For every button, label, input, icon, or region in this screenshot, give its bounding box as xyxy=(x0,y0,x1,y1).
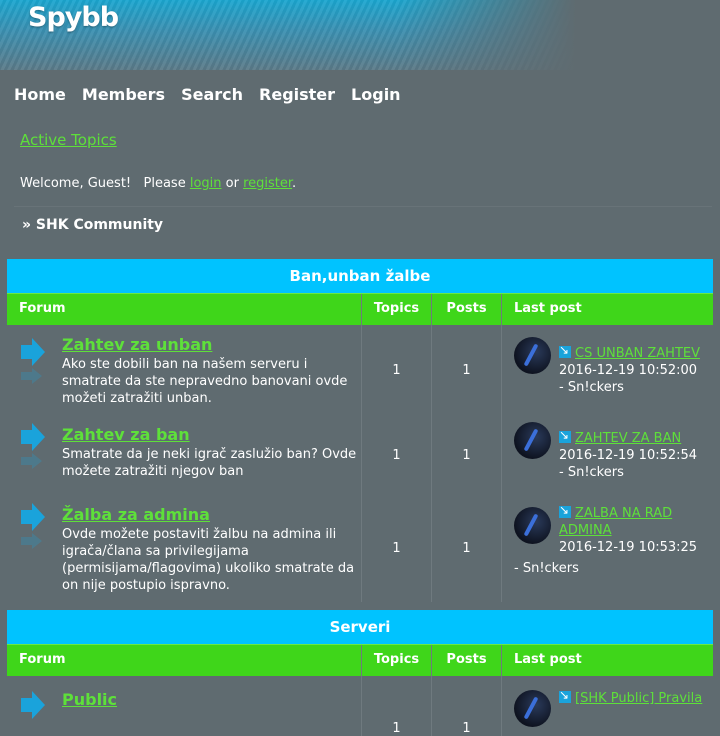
nav-search[interactable]: Search xyxy=(181,85,244,104)
forum-description: Ovde možete postaviti žalbu na admina ili igrača/člana sa privilegijama (permisijama/flagovima) ukoliko smatrate da on nije postupio ispravno. xyxy=(62,527,355,593)
posts-count: 1 xyxy=(431,415,501,495)
forum-status-icon xyxy=(7,325,57,415)
last-post-date: 2016-12-19 10:52:54 xyxy=(559,448,698,463)
nav-register[interactable]: Register xyxy=(259,85,336,104)
col-posts: Posts xyxy=(431,645,501,676)
last-post xyxy=(501,415,713,495)
last-post xyxy=(501,495,713,602)
last-post-author[interactable]: - Sn!ckers xyxy=(559,380,624,395)
col-forum: Forum xyxy=(19,301,66,316)
forum-info xyxy=(57,415,361,495)
goto-last-post-icon[interactable] xyxy=(559,506,571,518)
breadcrumb-bar xyxy=(14,206,712,242)
category-title[interactable]: Serveri xyxy=(7,610,713,644)
forum-info xyxy=(57,325,361,415)
category-ban-unban xyxy=(7,259,713,602)
posts-count: 1 xyxy=(431,495,501,602)
col-posts: Posts xyxy=(431,294,501,325)
last-post-title[interactable]: [SHK Public] Pravila xyxy=(575,691,703,706)
forum-status-icon xyxy=(7,676,57,736)
nav-members[interactable]: Members xyxy=(81,85,166,104)
site-logo[interactable]: Spybb xyxy=(28,2,119,33)
last-post-title[interactable]: ZALBA NA RAD ADMINA xyxy=(559,506,673,538)
col-last-post: Last post xyxy=(501,294,713,325)
col-topics: Topics xyxy=(361,645,431,676)
topics-count: 1 xyxy=(361,676,431,736)
header-banner xyxy=(0,0,720,70)
last-post-title[interactable]: ZAHTEV ZA BAN xyxy=(575,431,682,446)
last-post-title[interactable]: CS UNBAN ZAHTEV xyxy=(575,346,700,361)
welcome-prefix: Welcome, Guest! Please xyxy=(20,176,190,191)
posts-count: 1 xyxy=(431,676,501,736)
goto-last-post-icon[interactable] xyxy=(559,346,571,358)
last-post xyxy=(501,676,713,736)
col-forum: Forum xyxy=(19,652,66,667)
avatar[interactable] xyxy=(514,507,551,544)
nav-home[interactable]: Home xyxy=(14,85,66,104)
welcome-or: or xyxy=(221,176,244,191)
forum-status-icon xyxy=(7,495,57,602)
forum-name[interactable]: Žalba za admina xyxy=(62,505,210,524)
forum-name[interactable]: Zahtev za ban xyxy=(62,425,190,444)
login-link[interactable]: login xyxy=(189,176,222,191)
column-headers xyxy=(7,644,713,676)
topics-count: 1 xyxy=(361,415,431,495)
forum-info xyxy=(57,676,361,736)
category-title[interactable]: Ban,unban žalbe xyxy=(7,259,713,293)
col-topics: Topics xyxy=(361,294,431,325)
last-post-author[interactable]: - Sn!ckers xyxy=(514,561,579,576)
last-post-date: 2016-12-19 10:52:00 xyxy=(559,363,698,378)
goto-last-post-icon[interactable] xyxy=(559,691,571,703)
avatar[interactable] xyxy=(514,422,551,459)
topics-count: 1 xyxy=(361,495,431,602)
breadcrumb[interactable]: » SHK Community xyxy=(22,217,164,233)
last-post-date: 2016-12-19 10:53:25 xyxy=(559,540,698,555)
nav-login[interactable]: Login xyxy=(351,85,401,104)
register-link[interactable]: register xyxy=(243,176,293,191)
forum-row xyxy=(7,325,713,415)
forum-description: Ako ste dobili ban na našem serveru i smatrate da ste nepravedno banovani ovde možeti zatražiti unban. xyxy=(62,357,348,406)
main-nav xyxy=(14,85,417,105)
forum-status-icon xyxy=(7,415,57,495)
last-post-author[interactable]: - Sn!ckers xyxy=(559,465,624,480)
avatar[interactable] xyxy=(514,337,551,374)
forum-name[interactable]: Public xyxy=(62,690,118,709)
forum-description: Smatrate da je neki igrač zaslužio ban? Ovde možete zatražiti njegov ban xyxy=(62,447,357,479)
category-serveri xyxy=(7,610,713,736)
topics-count: 1 xyxy=(361,325,431,415)
forum-info xyxy=(57,495,361,602)
forum-row xyxy=(7,415,713,495)
forum-row xyxy=(7,676,713,736)
forum-row xyxy=(7,495,713,602)
welcome-suffix: . xyxy=(292,176,297,191)
col-last-post: Last post xyxy=(501,645,713,676)
active-topics-link[interactable]: Active Topics xyxy=(20,131,117,149)
avatar[interactable] xyxy=(514,690,551,727)
column-headers xyxy=(7,293,713,325)
forum-name[interactable]: Zahtev za unban xyxy=(62,335,213,354)
welcome-message xyxy=(20,176,296,191)
last-post xyxy=(501,325,713,415)
goto-last-post-icon[interactable] xyxy=(559,431,571,443)
posts-count: 1 xyxy=(431,325,501,415)
